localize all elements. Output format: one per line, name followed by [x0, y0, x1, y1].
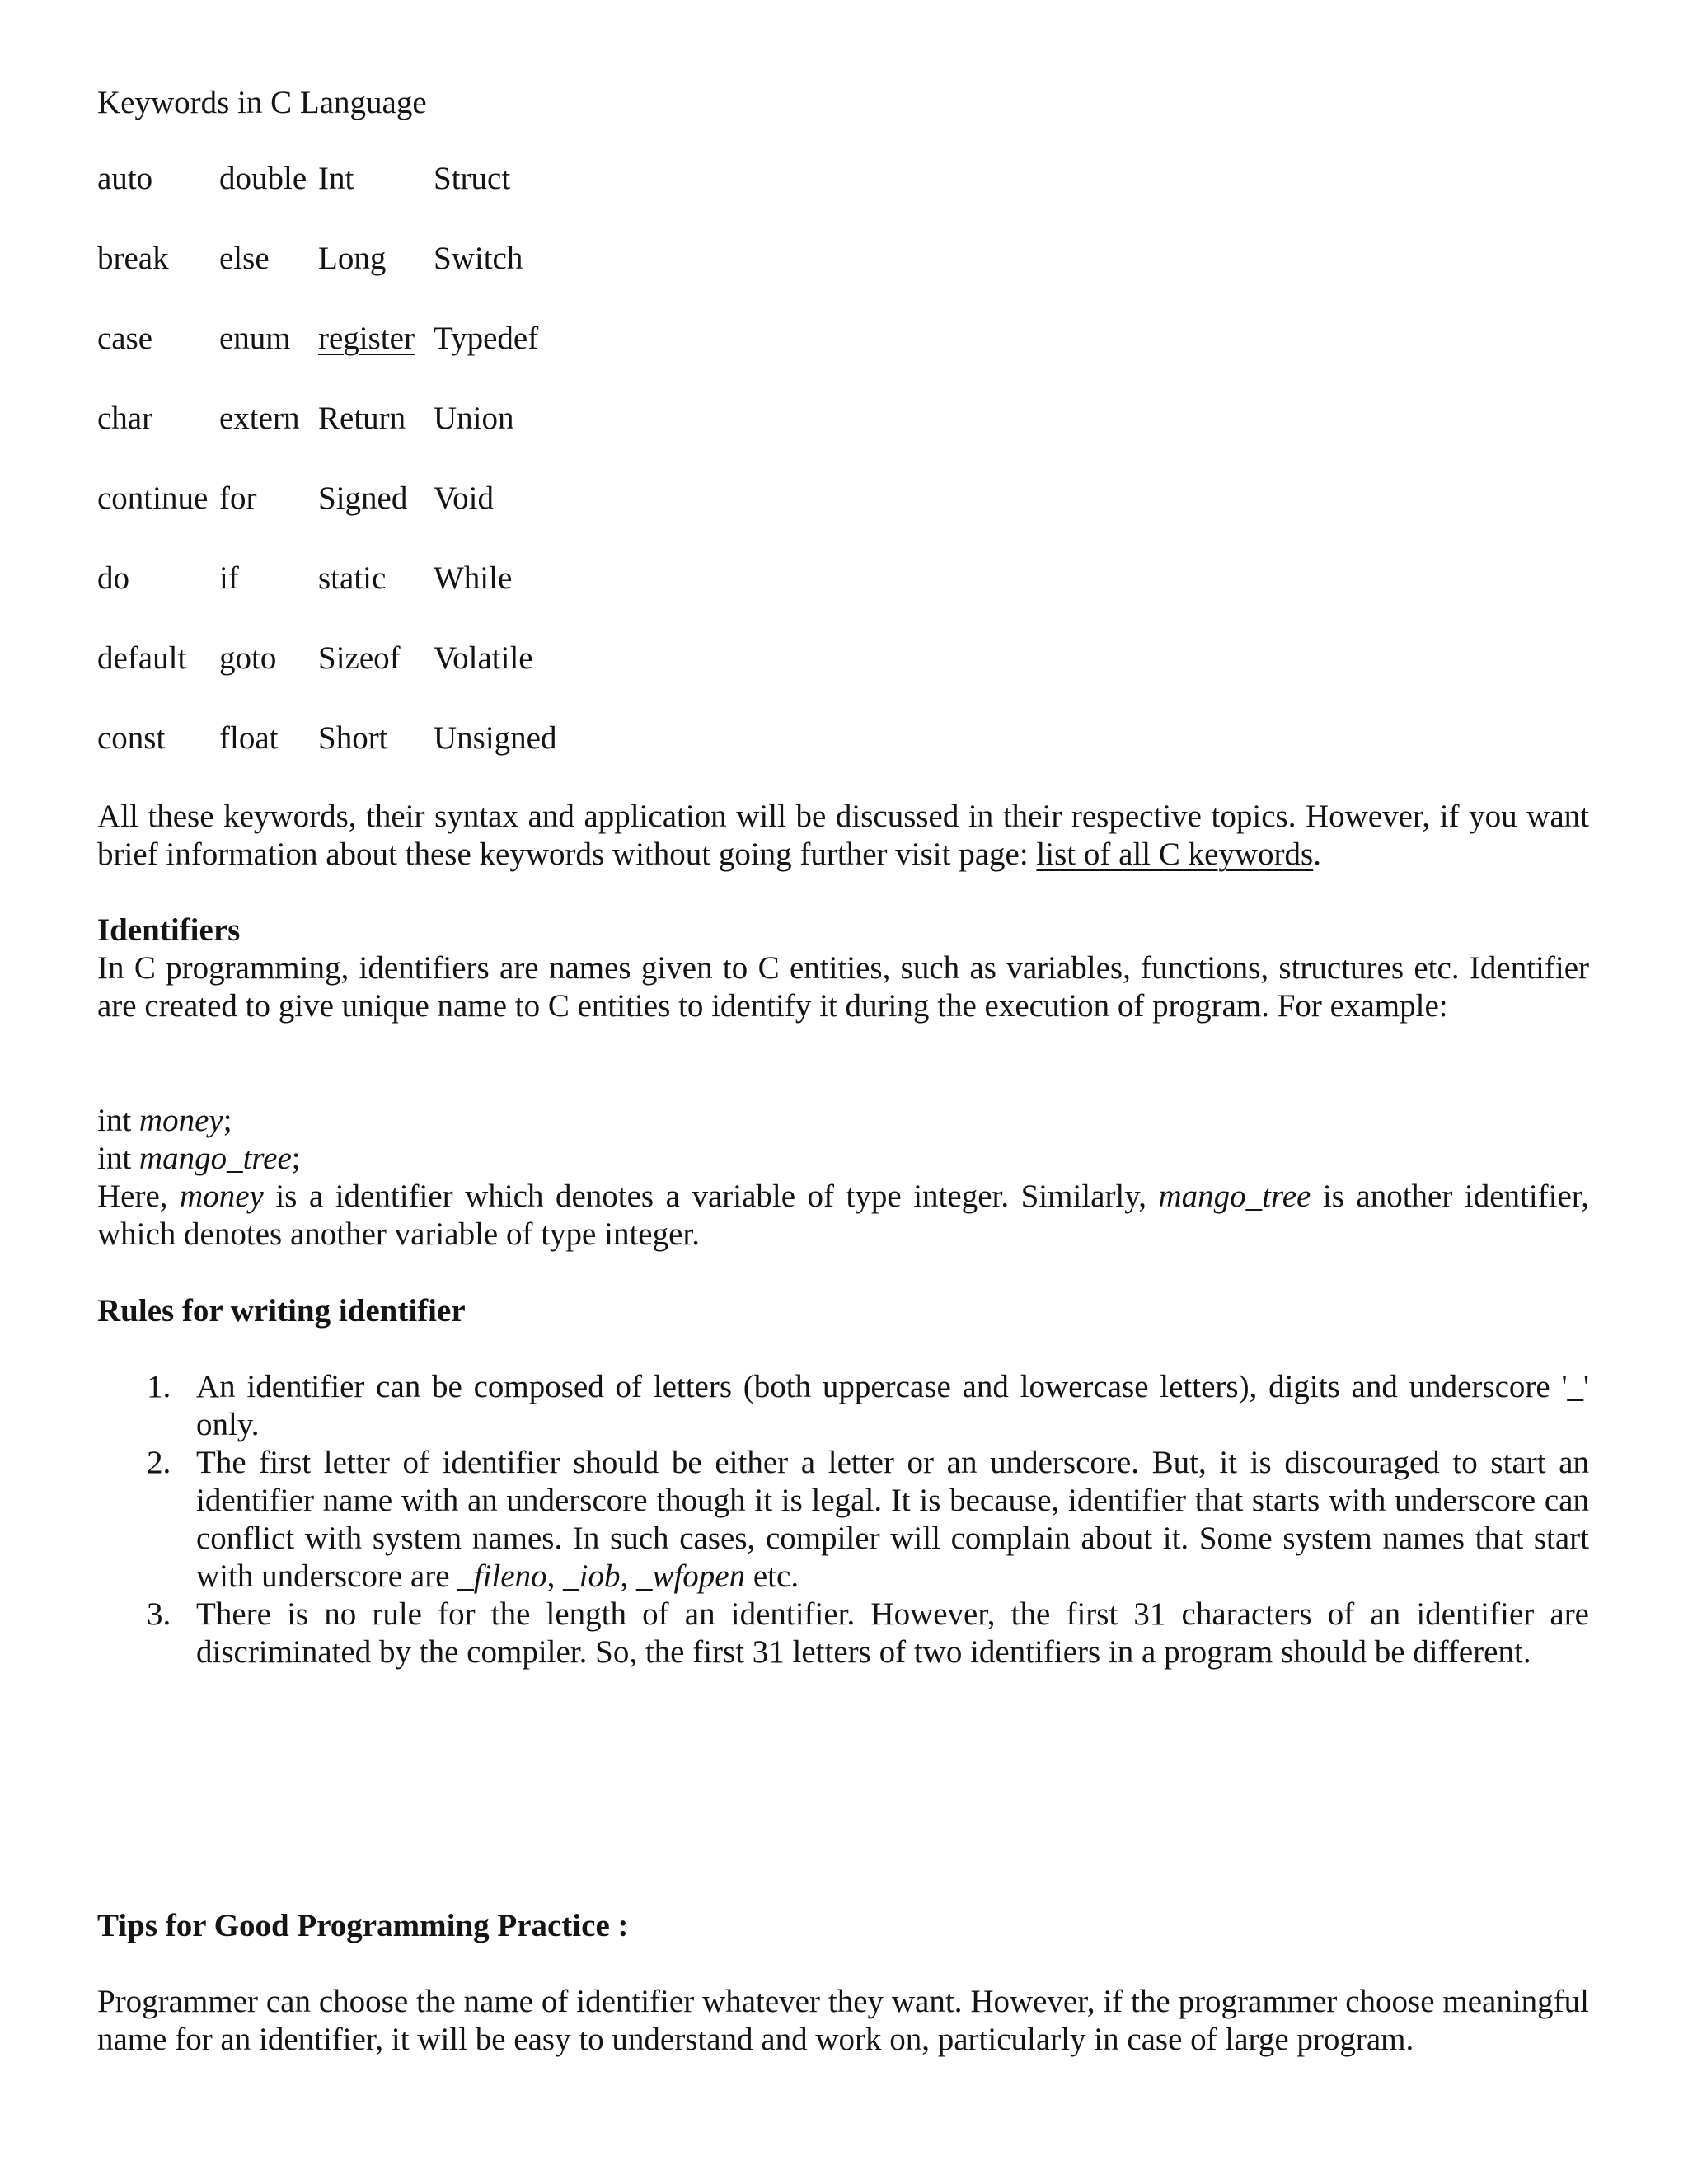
keyword-cell: if [219, 560, 239, 596]
keywords-paragraph-end: . [1313, 837, 1321, 872]
keyword-cell: Struct [434, 161, 511, 196]
keyword-cell: for [219, 480, 257, 516]
code-line-mango-tree [97, 1140, 301, 1178]
rules-heading: Rules for writing identifier [97, 1293, 466, 1329]
rule-number: 2. [147, 1445, 171, 1480]
keyword-cell: float [219, 720, 279, 756]
explanation-text: is another identifier, which denotes another variable of type integer. [97, 1179, 1589, 1252]
rules-list [97, 1368, 1589, 1671]
explanation-text: is a identifier which denotes a variable of type integer. Similarly, [263, 1179, 1159, 1214]
keyword-cell: char [97, 401, 153, 436]
code-semicolon: ; [291, 1141, 301, 1176]
identifiers-heading: Identifiers [97, 912, 241, 948]
keyword-cell-register: register [318, 321, 415, 356]
tips-heading: Tips for Good Programming Practice : [97, 1908, 629, 1943]
system-name-example: _fileno [457, 1558, 547, 1594]
code-type: int [97, 1141, 139, 1176]
rule-text: There is no rule for the length of an identifier. However, the first 31 characters of an identifier are discriminated by the compiler. So, the first 31 letters of two identifiers in a program should be different. [196, 1596, 1589, 1670]
keyword-cell: double [219, 161, 307, 196]
keyword-cell: enum [219, 321, 291, 356]
keyword-cell: While [434, 560, 513, 596]
rule-number: 3. [147, 1596, 171, 1632]
keyword-cell: case [97, 321, 153, 356]
rule-item [97, 1444, 1589, 1596]
keyword-cell: extern [219, 401, 300, 436]
keyword-cell: break [97, 241, 169, 276]
keyword-cell: Switch [434, 241, 523, 276]
page-title: Keywords in C Language [97, 85, 427, 120]
keyword-cell: Return [318, 401, 406, 436]
keyword-cell: Union [434, 401, 514, 436]
rule-text: The first letter of identifier should be either a letter or an underscore. But, it is discouraged to start an identifier name with an underscore though it is legal. It is because, identifier that starts with underscore can conflict with system names. In such cases, compiler will complain about it. Some system names that start with underscore are [196, 1445, 1589, 1594]
identifiers-intro: In C programming, identifiers are names given to C entities, such as variables, functions, structures etc. Identifier are created to give unique name to C entities to identify it during the execution of program. For example: [97, 950, 1589, 1024]
keyword-cell: Unsigned [434, 720, 557, 756]
keyword-cell: continue [97, 480, 209, 516]
code-type: int [97, 1103, 139, 1138]
rule-number: 1. [147, 1369, 171, 1404]
keywords-paragraph-text: All these keywords, their syntax and application will be discussed in their respective topics. However, if you want brief information about these keywords without going further visit page: [97, 799, 1589, 872]
explanation-identifier: money [180, 1179, 264, 1214]
keyword-cell: Sizeof [318, 640, 401, 676]
keyword-cell: Typedef [434, 321, 539, 356]
keyword-cell: Int [318, 161, 354, 196]
explanation-identifier: mango_tree [1158, 1179, 1311, 1214]
keyword-cell: do [97, 560, 129, 596]
keyword-cell: Void [434, 480, 494, 516]
code-semicolon: ; [223, 1103, 232, 1138]
keywords-list-link[interactable]: list of all C keywords [1036, 837, 1314, 872]
keywords-paragraph [97, 798, 1589, 874]
keyword-cell: else [219, 241, 270, 276]
code-variable: mango_tree [138, 1141, 292, 1176]
system-name-example: _iob [563, 1558, 621, 1594]
code-variable: money [138, 1103, 223, 1138]
keyword-cell: Volatile [434, 640, 533, 676]
rule-text-end: etc. [745, 1558, 799, 1594]
rule-item [97, 1596, 1589, 1671]
keyword-cell: Long [318, 241, 387, 276]
tips-paragraph: Programmer can choose the name of identifier whatever they want. However, if the programmer choose meaningful name for an identifier, it will be easy to understand and work on, particularly in case of large program. [97, 1984, 1589, 2057]
rule-text: An identifier can be composed of letters (both uppercase and lowercase letters), digits and underscore '_' only. [196, 1369, 1589, 1442]
keyword-cell: auto [97, 161, 153, 196]
keyword-cell: Short [318, 720, 388, 756]
keyword-cell: goto [219, 640, 277, 676]
rule-separator: , [546, 1558, 564, 1594]
rule-separator: , [620, 1558, 636, 1594]
identifiers-explanation [97, 1178, 1589, 1254]
keyword-cell: const [97, 720, 166, 756]
keyword-cell: default [97, 640, 187, 676]
keyword-cell: static [318, 560, 387, 596]
code-line-money [97, 1102, 232, 1140]
rule-item [97, 1368, 1589, 1444]
explanation-text: Here, [97, 1179, 181, 1214]
system-name-example: _wfopen [635, 1558, 746, 1594]
keyword-cell: Signed [318, 480, 408, 516]
